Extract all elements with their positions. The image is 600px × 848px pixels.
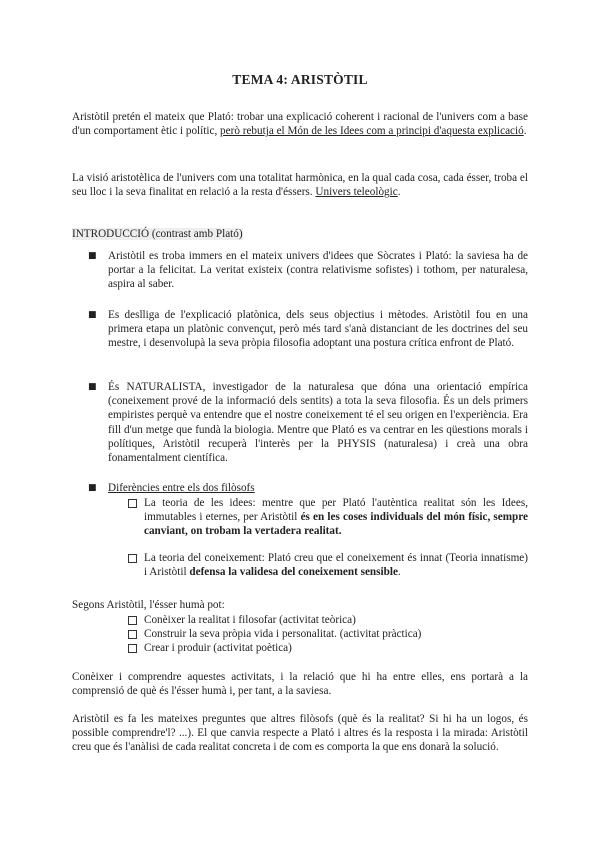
checkbox-icon	[128, 630, 137, 639]
difference-bold: és en les coses individuals del món físic, sempre canviant, on trobam la vertadera realitat.	[144, 511, 529, 538]
human-item-text: Crear i produir (activitat poètica)	[144, 642, 292, 654]
final-text: Aristòtil es fa les mateixes preguntes que altres filòsofs (què és la realitat? Si hi ha un logos, és possible comprendre'l? ...). El que canvia respecte a Plató i altres és la resposta i la mirada: Aristòtil creu que és l'anàlisi de cada realitat concreta i de com es comporta la que ens donarà la solució.	[72, 713, 528, 754]
bullet-icon: ■	[88, 382, 97, 392]
intro1-underlined: però rebutja el Món de les Idees com a principi d'aquesta explicació	[220, 125, 524, 138]
bullet-icon: ■	[88, 483, 97, 493]
intro2-text: La visió aristotèlica de l'univers com una totalitat harmònica, en la qual cada cosa, cada ésser, troba el seu lloc i la seva finalitat en relació a la resta d'éssers.	[72, 172, 528, 199]
bullet-text: És NATURALISTA, investigador de la naturalesa que dóna una orientació empírica (coneixement prové de la informació dels sentits) a tota la seva filosofia. És un dels primers empiristes perquè va entendre que el nostre coneixement té el seu origen en l'experiència. Era fill d'un metge que fundà la biologia. Mentre que Plató es va centrar en les qüestions morals i polítiques, Aristòtil recuperà l'interès per la PHYSIS (naturalesa) i creà una obra fonamentalment científica.	[108, 381, 528, 465]
knowledge-text: Conèixer i comprendre aquestes activitats, i la relació que hi ha entre elles, ens portarà a la comprensió de què és l'ésser humà i, per tant, a la saviesa.	[72, 671, 528, 698]
human-item-text: Construir la seva pròpia vida i personalitat. (activitat pràctica)	[144, 628, 422, 640]
difference-text: La teoria de les idees: mentre que per Plató l'autèntica realitat són les Idees, immutables i eternes, per Aristòtil	[144, 497, 528, 524]
page-title: TEMA 4: ARISTÒTIL	[232, 72, 368, 87]
intro-paragraph-1	[72, 110, 528, 138]
checkbox-icon	[128, 499, 137, 508]
intro1-end: .	[523, 125, 527, 138]
difference-bold: defensa la validesa del coneixement sensible	[189, 566, 398, 579]
knowledge-paragraph	[72, 670, 528, 698]
difference-end: .	[397, 566, 401, 579]
bullet-text: Aristòtil es troba immers en el mateix univers d'idees que Sòcrates i Plató: la saviesa ha de portar a la felicitat. La veritat existeix (contra relativisme sofistes) i tothom, per naturalesa, aspira al saber.	[108, 250, 528, 291]
checkbox-icon	[128, 616, 137, 625]
human-intro: Segons Aristòtil, l'ésser humà pot:	[72, 599, 225, 611]
intro1-text: Aristòtil pretén el mateix que Plató: trobar una explicació coherent i racional de l'univers com a base d'un comportament ètic i polític,	[72, 111, 528, 138]
bullet-icon: ■	[88, 310, 97, 320]
final-paragraph	[72, 712, 528, 755]
bullet-text: Es deslliga de l'explicació platònica, dels seus objectius i mètodes. Aristòtil fou en una primera etapa un platònic convençut, però més tard s'anà distanciant de les doctrines del seu mestre, i desenvolupà la seva pròpia filosofia adoptant una postura crítica enfront de Plató.	[108, 309, 528, 350]
difference-text: La teoria del coneixement: Plató creu que el coneixement és innat (Teoria innatisme) i Aristòtil	[144, 552, 528, 579]
intro2-end: .	[397, 186, 401, 199]
checkbox-icon	[128, 554, 137, 563]
section-heading	[72, 227, 528, 241]
intro-paragraph-2	[72, 171, 528, 199]
intro2-underlined: Univers teleològic	[315, 186, 398, 199]
section-heading-text: INTRODUCCIÓ (contrast amb Plató)	[72, 228, 243, 240]
checkbox-icon	[128, 644, 137, 653]
human-item-text: Conèixer la realitat i filosofar (activitat teòrica)	[144, 614, 356, 626]
bullet-icon: ■	[88, 251, 97, 261]
bullet-text: Diferències entre els dos filòsofs	[108, 482, 255, 494]
